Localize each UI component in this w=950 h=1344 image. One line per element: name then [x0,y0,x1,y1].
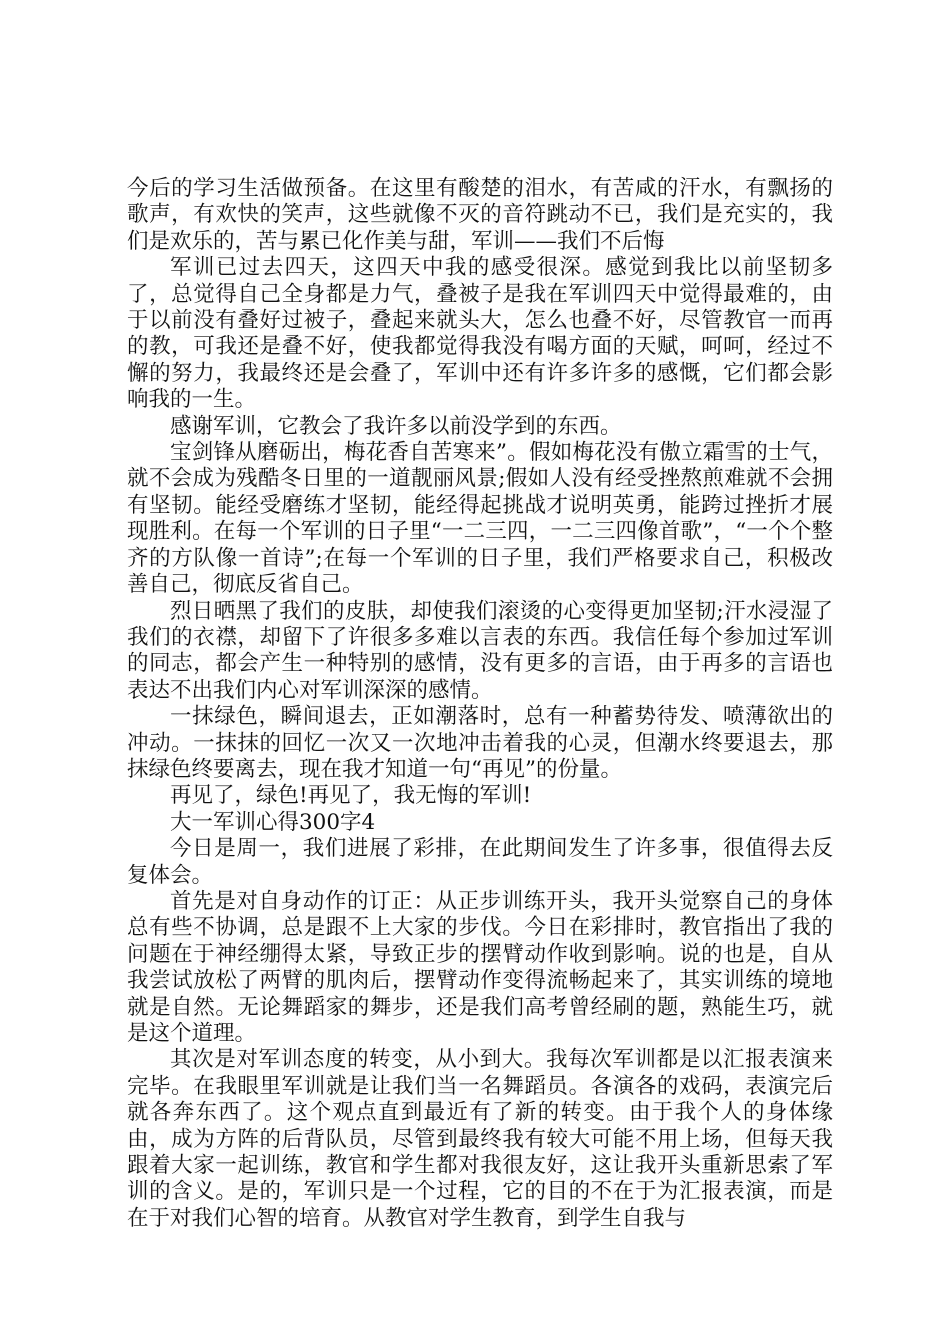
document-body [127,176,833,1232]
paragraph-monday: 今日是周一，我们进展了彩排，在此期间发生了许多事，很值得去反复体会。 [127,836,833,888]
paragraph-farewell: 再见了，绿色!再见了，我无悔的军训! [170,783,532,809]
paragraph-attitude: 其次是对军训态度的转变，从小到大。我每次军训都是以汇报表演来完毕。在我眼里军训就是让我们当一名舞蹈员。各演各的戏码，表演完后就各奔东西了。这个观点直到最近有了新的转变。由于我个人的身体缘由，成为方阵的后背队员，尽管到最终我有较大可能不用上场，但每天我跟着大家一起训练，教官和学生都对我很友好，这让我开头重新思索了军训的含义。是的，军训只是一个过程，它的目的不在于为汇报表演，而是在于对我们心智的培育。从教官对学生教育，到学生自我与 [127,1047,833,1231]
paragraph-continuation: 今后的学习生活做预备。在这里有酸楚的泪水，有苦咸的汗水，有飘扬的歌声，有欢快的笑声，这些就像不灭的音符跳动不已，我们是充实的，我们是欢乐的，苦与累已化作美与甜，军训——我们不后悔 [127,176,833,254]
paragraph-green: 一抹绿色，瞬间退去，正如潮落时，总有一种蓄势待发、喷薄欲出的冲动。一抹抹的回忆一次又一次地冲击着我的心灵，但潮水终要退去，那抹绿色终要离去，现在我才知道一句“再见”的份量。 [127,704,833,782]
paragraph-thanks: 感谢军训，它教会了我许多以前没学到的东西。 [170,413,622,439]
section-heading: 大一军训心得300字4 [170,809,376,835]
paragraph-four-days: 军训已过去四天，这四天中我的感受很深。感觉到我比以前坚韧多了，总觉得自己全身都是力气，叠被子是我在军训四天中觉得最难的，由于以前没有叠好过被子，叠起来就头大，怎么也叠不好，尽管教官一而再的教，可我还是叠不好，使我都觉得我没有喝方面的天赋，呵呵，经过不懈的努力，我最终还是会叠了，军训中还有许多许多的感慨，它们都会影响我的一生。 [127,255,833,413]
paragraph-sword-plum: 宝剑锋从磨砺出，梅花香自苦寒来”。假如梅花没有傲立霜雪的士气，就不会成为残酷冬日里的一道靓丽风景;假如人没有经受挫熬煎难就不会拥有坚韧。能经受磨练才坚韧，能经得起挑战才说明英勇，能跨过挫折才展现胜利。在每一个军训的日子里“一二三四，一二三四像首歌”，“一个个整齐的方队像一首诗”;在每一个军训的日子里，我们严格要求自己，积极改善自己，彻底反省自己。 [127,440,833,598]
paragraph-correction: 首先是对自身动作的订正：从正步训练开头，我开头觉察自己的身体总有些不协调，总是跟不上大家的步伐。今日在彩排时，教官指出了我的问题在于神经绷得太紧，导致正步的摆臂动作收到影响。说的也是，自从我尝试放松了两臂的肌肉后，摆臂动作变得流畅起来了，其实训练的境地就是自然。无论舞蹈家的舞步，还是我们高考曾经刷的题，熟能生巧，就是这个道理。 [127,888,833,1046]
paragraph-sun-sweat: 烈日晒黑了我们的皮肤，却使我们滚烫的心变得更加坚韧;汗水浸湿了我们的衣襟，却留下了许很多多难以言表的东西。我信任每个参加过军训的同志，都会产生一种特别的感情，没有更多的言语，由于再多的言语也表达不出我们内心对军训深深的感情。 [127,598,833,703]
